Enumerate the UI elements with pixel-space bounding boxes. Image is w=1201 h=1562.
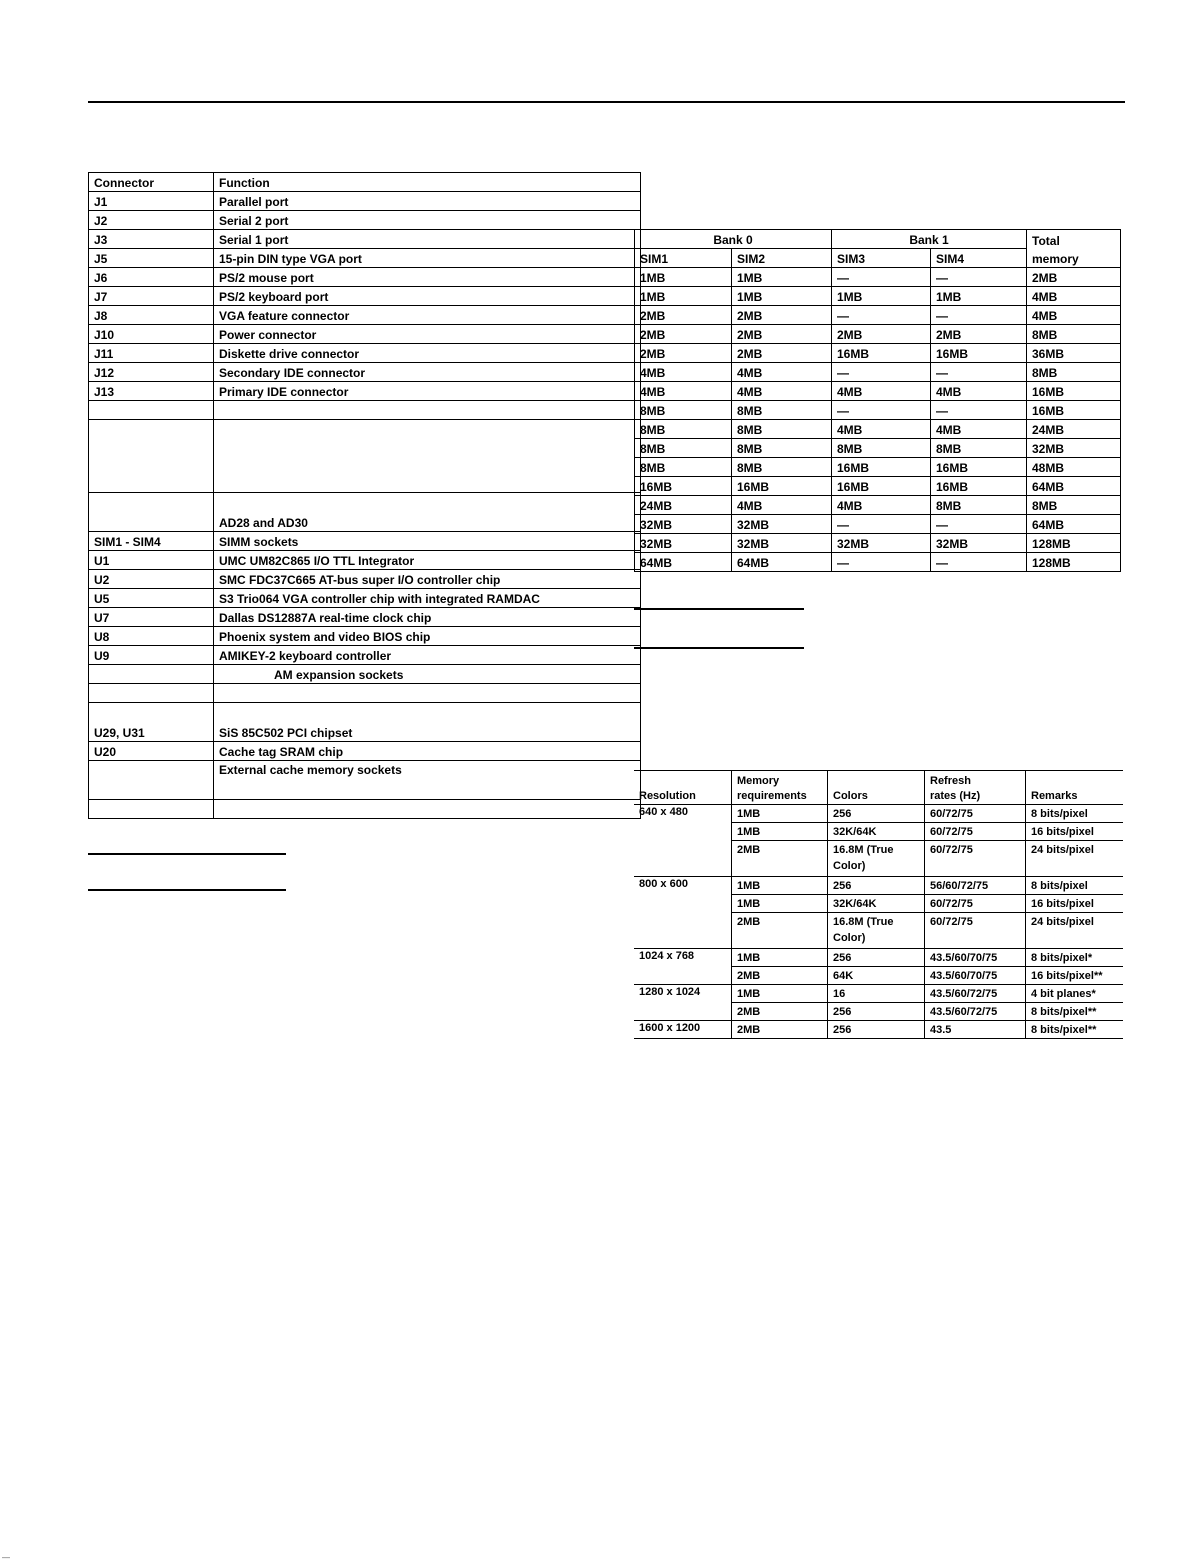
table-row [89,325,641,344]
table-row [635,382,1121,401]
memory-cell: 2MB [732,913,828,949]
table-header-row [89,173,641,192]
table-row [89,551,641,570]
sim4-cell: — [931,306,1027,325]
table-row [89,287,641,306]
table-row [634,805,1123,823]
table-row [635,344,1121,363]
function-cell: S3 Trio064 VGA controller chip with integrated RAMDAC [214,589,641,608]
connector-cell: U8 [89,627,214,646]
sim3-cell: 16MB [832,344,931,363]
sim1-cell: 64MB [635,553,732,572]
connector-cell [89,401,214,420]
sim4-cell: — [931,363,1027,382]
remarks-cell: 24 bits/pixel [1026,841,1124,877]
total-cell: 4MB [1027,287,1121,306]
sim3-cell: 4MB [832,382,931,401]
table-row [635,306,1121,325]
sim4-cell: 2MB [931,325,1027,344]
sim2-cell: 8MB [732,439,832,458]
underline-left-2 [88,889,286,891]
refresh-header-top: Refresh [930,775,971,787]
refresh-cell: 43.5/60/70/75 [925,949,1026,967]
resolution-cell [634,967,732,985]
table-row [635,325,1121,344]
table-row [634,1003,1123,1021]
refresh-cell: 60/72/75 [925,841,1026,877]
connector-cell: J1 [89,192,214,211]
function-cell [214,800,641,819]
function-cell: Phoenix system and video BIOS chip [214,627,641,646]
sim3-header: SIM3 [832,249,931,268]
sim4-header: SIM4 [931,249,1027,268]
connector-cell [89,665,214,684]
sim4-cell: 16MB [931,344,1027,363]
connector-cell: J11 [89,344,214,363]
table-row [635,268,1121,287]
colors-cell: 16 [828,985,925,1003]
connector-cell: J5 [89,249,214,268]
function-cell: Diskette drive connector [214,344,641,363]
resolution-header: Resolution [634,771,732,805]
sim4-cell: 16MB [931,477,1027,496]
colors-cell: 64K [828,967,925,985]
connector-cell: J10 [89,325,214,344]
sim1-cell: 4MB [635,382,732,401]
table-row [89,344,641,363]
function-cell: 15-pin DIN type VGA port [214,249,641,268]
function-cell: PS/2 keyboard port [214,287,641,306]
function-cell: Primary IDE connector [214,382,641,401]
table-row [634,967,1123,985]
sim2-cell: 4MB [732,496,832,515]
table-row [89,382,641,401]
function-cell: External cache memory sockets [214,761,641,800]
table-row [635,401,1121,420]
function-cell: AM expansion sockets [214,665,641,684]
memory-cell: 2MB [732,967,828,985]
sim3-cell: 16MB [832,477,931,496]
refresh-cell: 43.5 [925,1021,1026,1039]
video-header-row [634,771,1123,805]
sim1-cell: 1MB [635,268,732,287]
sim1-cell: 32MB [635,515,732,534]
sim3-cell: — [832,268,931,287]
table-row [635,363,1121,382]
colors-cell: 32K/64K [828,823,925,841]
sim3-cell: 32MB [832,534,931,553]
sim2-cell: 8MB [732,458,832,477]
sim2-cell: 32MB [732,534,832,553]
sim4-cell: 8MB [931,439,1027,458]
function-cell: Secondary IDE connector [214,363,641,382]
refresh-header [925,771,1026,805]
sim1-cell: 32MB [635,534,732,553]
sim2-header: SIM2 [732,249,832,268]
underline-left-1 [88,853,286,855]
memory-cell: 1MB [732,823,828,841]
memory-cell: 1MB [732,985,828,1003]
table-row [634,985,1123,1003]
header-connector: Connector [89,173,214,192]
sim2-cell: 32MB [732,515,832,534]
connector-cell [89,420,214,493]
video-resolution-table [634,770,1123,1039]
resolution-cell [634,823,732,841]
function-cell: AD28 and AD30 [214,493,641,532]
connector-cell [89,493,214,532]
resolution-cell: 1600 x 1200 [634,1021,732,1039]
sim3-cell: 4MB [832,496,931,515]
refresh-cell: 60/72/75 [925,805,1026,823]
connector-cell: U5 [89,589,214,608]
sim1-cell: 8MB [635,458,732,477]
table-row [89,249,641,268]
total-cell: 8MB [1027,496,1121,515]
table-row [634,895,1123,913]
function-cell [214,420,641,493]
total-cell: 24MB [1027,420,1121,439]
table-row [635,534,1121,553]
total-cell: 16MB [1027,401,1121,420]
refresh-cell: 43.5/60/72/75 [925,985,1026,1003]
table-row [634,823,1123,841]
connector-cell: J2 [89,211,214,230]
sim1-cell: 2MB [635,325,732,344]
colors-header: Colors [828,771,925,805]
function-cell: AMIKEY-2 keyboard controller [214,646,641,665]
sim3-cell: 2MB [832,325,931,344]
refresh-cell: 43.5/60/70/75 [925,967,1026,985]
table-row [635,287,1121,306]
function-cell: Cache tag SRAM chip [214,742,641,761]
sim1-cell: 8MB [635,420,732,439]
connector-cell [89,761,214,800]
table-row [89,192,641,211]
table-row [89,306,641,325]
table-row [89,608,641,627]
sim3-cell: — [832,401,931,420]
resolution-cell: 1280 x 1024 [634,985,732,1003]
resolution-cell: 1024 x 768 [634,949,732,967]
memory-rows [635,268,1121,572]
refresh-cell: 60/72/75 [925,823,1026,841]
table-row [634,949,1123,967]
table-row [89,627,641,646]
resolution-cell [634,1003,732,1021]
colors-cell: 256 [828,949,925,967]
total-cell: 64MB [1027,515,1121,534]
function-cell [214,684,641,703]
sim4-cell: 16MB [931,458,1027,477]
column-header-row [635,249,1121,268]
memory-header-bottom: requirements [737,790,807,802]
function-cell: SIMM sockets [214,532,641,551]
table-row [89,703,641,742]
bank0-header: Bank 0 [635,230,832,249]
connector-cell: U9 [89,646,214,665]
connector-cell: J7 [89,287,214,306]
function-cell: UMC UM82C865 I/O TTL Integrator [214,551,641,570]
function-cell: Parallel port [214,192,641,211]
sim3-cell: — [832,515,931,534]
refresh-header-bottom: rates (Hz) [930,790,981,802]
table-row [635,439,1121,458]
resolution-cell: 640 x 480 [634,805,732,823]
table-row [635,477,1121,496]
remarks-cell: 8 bits/pixel** [1026,1021,1124,1039]
sim3-cell: 1MB [832,287,931,306]
table-row [89,532,641,551]
table-row [89,211,641,230]
refresh-cell: 56/60/72/75 [925,877,1026,895]
refresh-cell: 60/72/75 [925,913,1026,949]
header-function: Function [214,173,641,192]
remarks-cell: 16 bits/pixel** [1026,967,1124,985]
table-row [634,877,1123,895]
table-row [635,553,1121,572]
sim1-header: SIM1 [635,249,732,268]
total-header: Total [1027,230,1121,249]
sim4-cell: 8MB [931,496,1027,515]
connector-cell: J6 [89,268,214,287]
function-cell [214,401,641,420]
sim2-cell: 8MB [732,401,832,420]
total-cell: 32MB [1027,439,1121,458]
total-cell: 2MB [1027,268,1121,287]
sim3-cell: 16MB [832,458,931,477]
sim2-cell: 2MB [732,306,832,325]
sim4-cell: 32MB [931,534,1027,553]
header-rule [88,101,1125,103]
remarks-cell: 8 bits/pixel** [1026,1003,1124,1021]
memory-cell: 2MB [732,1003,828,1021]
sim1-cell: 4MB [635,363,732,382]
sim1-cell: 8MB [635,439,732,458]
table-row [635,420,1121,439]
bank1-header: Bank 1 [832,230,1027,249]
function-cell: VGA feature connector [214,306,641,325]
colors-cell: 32K/64K [828,895,925,913]
memory-cell: 1MB [732,949,828,967]
table-row [89,646,641,665]
sim3-cell: — [832,363,931,382]
memory-cell: 1MB [732,805,828,823]
bank-header-row [635,230,1121,249]
table-row [89,665,641,684]
colors-cell: 256 [828,1003,925,1021]
connector-cell: U1 [89,551,214,570]
table-row [89,800,641,819]
sim2-cell: 8MB [732,420,832,439]
colors-cell: 256 [828,1021,925,1039]
sim1-cell: 2MB [635,306,732,325]
sim1-cell: 2MB [635,344,732,363]
table-row [89,742,641,761]
table-row [89,420,641,493]
sim2-cell: 1MB [732,287,832,306]
table-row [89,230,641,249]
connector-cell: SIM1 - SIM4 [89,532,214,551]
memory-cell: 1MB [732,877,828,895]
table-row [89,493,641,532]
total-cell: 48MB [1027,458,1121,477]
total-cell: 4MB [1027,306,1121,325]
remarks-cell: 8 bits/pixel [1026,805,1124,823]
sim3-cell: — [832,306,931,325]
table-row [635,496,1121,515]
total-cell: 36MB [1027,344,1121,363]
sim3-cell: — [832,553,931,572]
remarks-header: Remarks [1026,771,1124,805]
resolution-cell: 800 x 600 [634,877,732,895]
connector-cell: J8 [89,306,214,325]
table-row [89,761,641,800]
sim2-cell: 16MB [732,477,832,496]
table-row [89,268,641,287]
connector-cell: U2 [89,570,214,589]
sim4-cell: 1MB [931,287,1027,306]
colors-cell: 16.8M (True Color) [828,913,925,949]
function-cell: Serial 2 port [214,211,641,230]
table-row [634,1021,1123,1039]
total-cell: 128MB [1027,534,1121,553]
table-row [634,913,1123,949]
sim2-cell: 4MB [732,382,832,401]
function-cell: PS/2 mouse port [214,268,641,287]
memory-cell: 2MB [732,1021,828,1039]
underline-right-1 [634,608,804,610]
memory-header: memory [1027,249,1121,268]
sim2-cell: 2MB [732,344,832,363]
connector-cell: U29, U31 [89,703,214,742]
colors-cell: 256 [828,805,925,823]
function-cell: Dallas DS12887A real-time clock chip [214,608,641,627]
memory-req-header [732,771,828,805]
remarks-cell: 16 bits/pixel [1026,823,1124,841]
function-cell: Serial 1 port [214,230,641,249]
connector-cell [89,800,214,819]
remarks-cell: 16 bits/pixel [1026,895,1124,913]
total-cell: 128MB [1027,553,1121,572]
table-row [89,401,641,420]
sim4-cell: — [931,515,1027,534]
sim1-cell: 1MB [635,287,732,306]
table-row [634,841,1123,877]
remarks-cell: 8 bits/pixel* [1026,949,1124,967]
table-row [635,458,1121,477]
total-cell: 8MB [1027,325,1121,344]
table-row [635,515,1121,534]
table-row [89,363,641,382]
function-cell: SMC FDC37C665 AT-bus super I/O controller chip [214,570,641,589]
refresh-cell: 60/72/75 [925,895,1026,913]
memory-header-top: Memory [737,775,780,787]
sim2-cell: 4MB [732,363,832,382]
memory-config-table [634,229,1121,572]
resolution-cell [634,895,732,913]
underline-right-2 [634,647,804,649]
refresh-cell: 43.5/60/72/75 [925,1003,1026,1021]
sim3-cell: 8MB [832,439,931,458]
connector-cell: J13 [89,382,214,401]
sim1-cell: 8MB [635,401,732,420]
total-cell: 64MB [1027,477,1121,496]
remarks-cell: 8 bits/pixel [1026,877,1124,895]
sim2-cell: 1MB [732,268,832,287]
sim4-cell: 4MB [931,382,1027,401]
sim2-cell: 2MB [732,325,832,344]
sim4-cell: 4MB [931,420,1027,439]
connector-cell: J3 [89,230,214,249]
sim4-cell: — [931,401,1027,420]
function-cell: SiS 85C502 PCI chipset [214,703,641,742]
table-row [89,684,641,703]
memory-cell: 2MB [732,841,828,877]
sim2-cell: 64MB [732,553,832,572]
colors-cell: 256 [828,877,925,895]
table-row [89,589,641,608]
connector-cell: U7 [89,608,214,627]
remarks-cell: 4 bit planes* [1026,985,1124,1003]
sim4-cell: — [931,553,1027,572]
sim3-cell: 4MB [832,420,931,439]
connector-cell [89,684,214,703]
connector-cell: J12 [89,363,214,382]
remarks-cell: 24 bits/pixel [1026,913,1124,949]
connector-table [88,172,641,819]
resolution-cell [634,913,732,949]
total-cell: 8MB [1027,363,1121,382]
page-edge-mark: — [2,1553,10,1562]
video-rows [634,805,1123,1039]
resolution-cell [634,841,732,877]
table-row [89,570,641,589]
connector-cell: U20 [89,742,214,761]
function-cell: Power connector [214,325,641,344]
sim1-cell: 24MB [635,496,732,515]
colors-cell: 16.8M (True Color) [828,841,925,877]
total-cell: 16MB [1027,382,1121,401]
memory-cell: 1MB [732,895,828,913]
sim4-cell: — [931,268,1027,287]
sim1-cell: 16MB [635,477,732,496]
